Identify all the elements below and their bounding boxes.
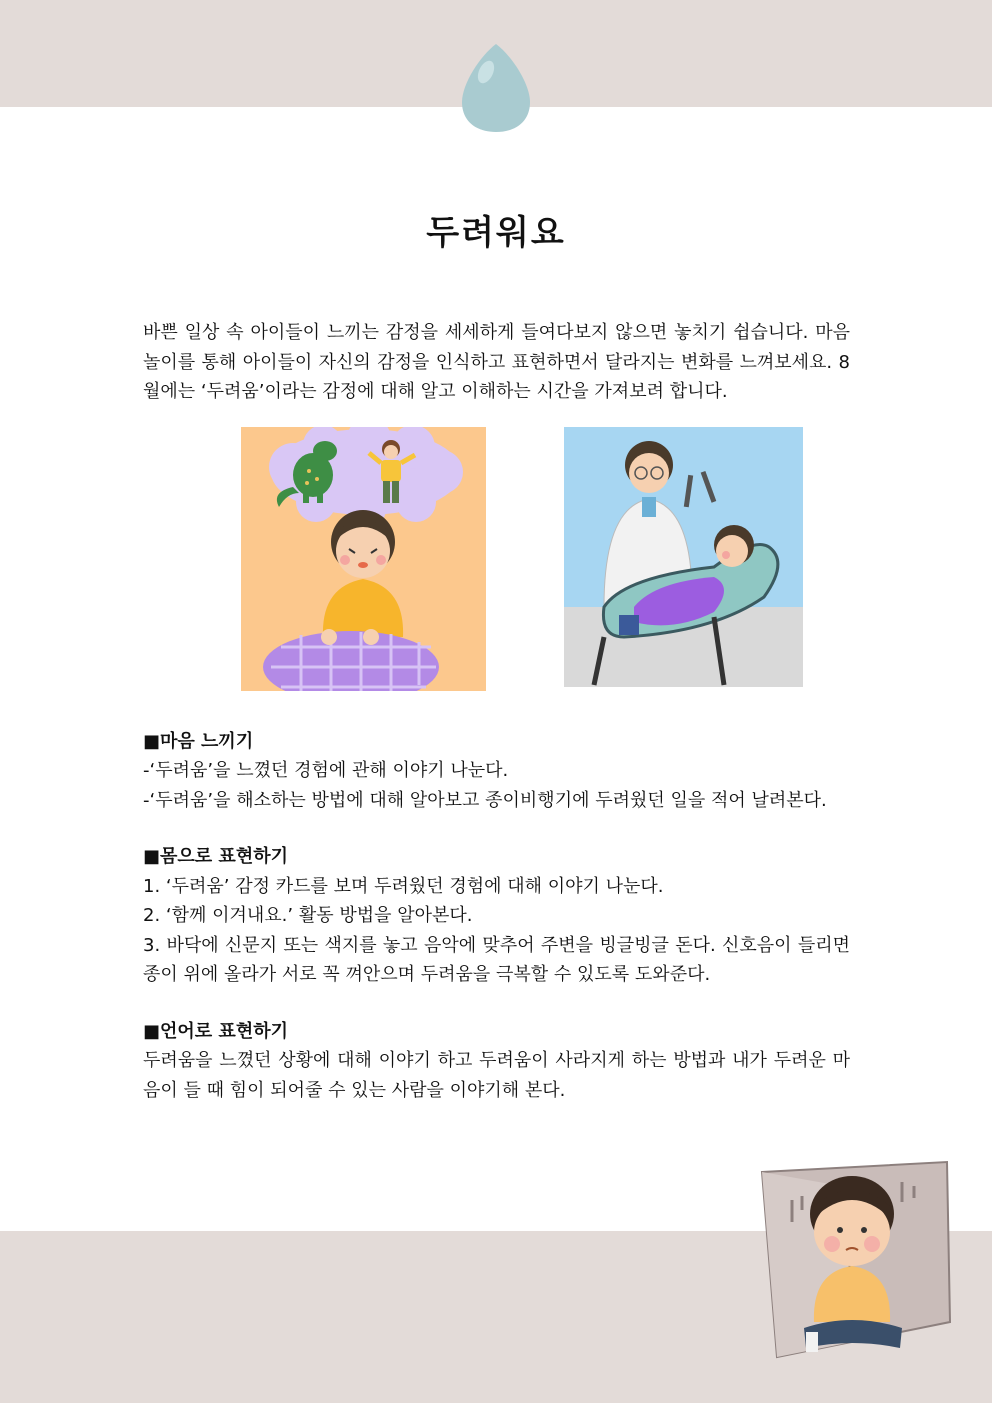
section-title: ■마음 느끼기 [143,730,254,752]
intro-paragraph: 바쁜 일상 속 아이들이 느끼는 감정을 세세하게 들여다보지 않으면 놓치기 쉽습니다. 마음 놀이를 통해 아이들이 자신의 감정을 인식하고 표현하면서 달라지는 변화를 느껴보세요. 8월에는 ‘두려움’이라는 감정에 대해 알고 이해하는 시간을 가져보려 합니다. [143,322,850,402]
section-line: -‘두려움’을 느꼈던 경험에 관해 이야기 나눈다. [143,760,509,781]
section-line: 3. 바닥에 신문지 또는 색지를 놓고 음악에 맞추어 주변을 빙글빙글 돈다. 신호음이 들리면 종이 위에 올라가 서로 꼭 껴안으며 두려움을 극복할 수 있도록 도와준다. [143,934,850,985]
section-line: -‘두려움’을 해소하는 방법에 대해 알아보고 종이비행기에 두려웠던 일을 적어 날려본다. [143,789,827,811]
section-feel [143,727,850,816]
illustration-row [143,427,850,727]
section-body [143,842,850,990]
dentist-illustration [564,427,803,687]
scared-child-corner-illustration [752,1152,952,1362]
main-content [143,318,850,1132]
section-line: 두려움을 느꼈던 상황에 대해 이야기 하고 두려움이 사라지게 하는 방법과 내가 두려운 마음이 들 때 힘이 되어줄 수 있는 사람을 이야기해 본다. [143,1050,850,1101]
water-drop-icon [460,42,532,134]
scared-child-illustration [241,427,486,691]
section-title: ■몸으로 표현하기 [143,846,288,867]
section-line: 1. ‘두려움’ 감정 카드를 보며 두려웠던 경험에 대해 이야기 나눈다. [143,875,664,897]
section-title: ■언어로 표현하기 [143,1020,288,1042]
section-line: 2. ‘함께 이겨내요.’ 활동 방법을 알아본다. [143,905,473,926]
page-title: 두려워요 [426,213,566,253]
section-language [143,1017,850,1106]
